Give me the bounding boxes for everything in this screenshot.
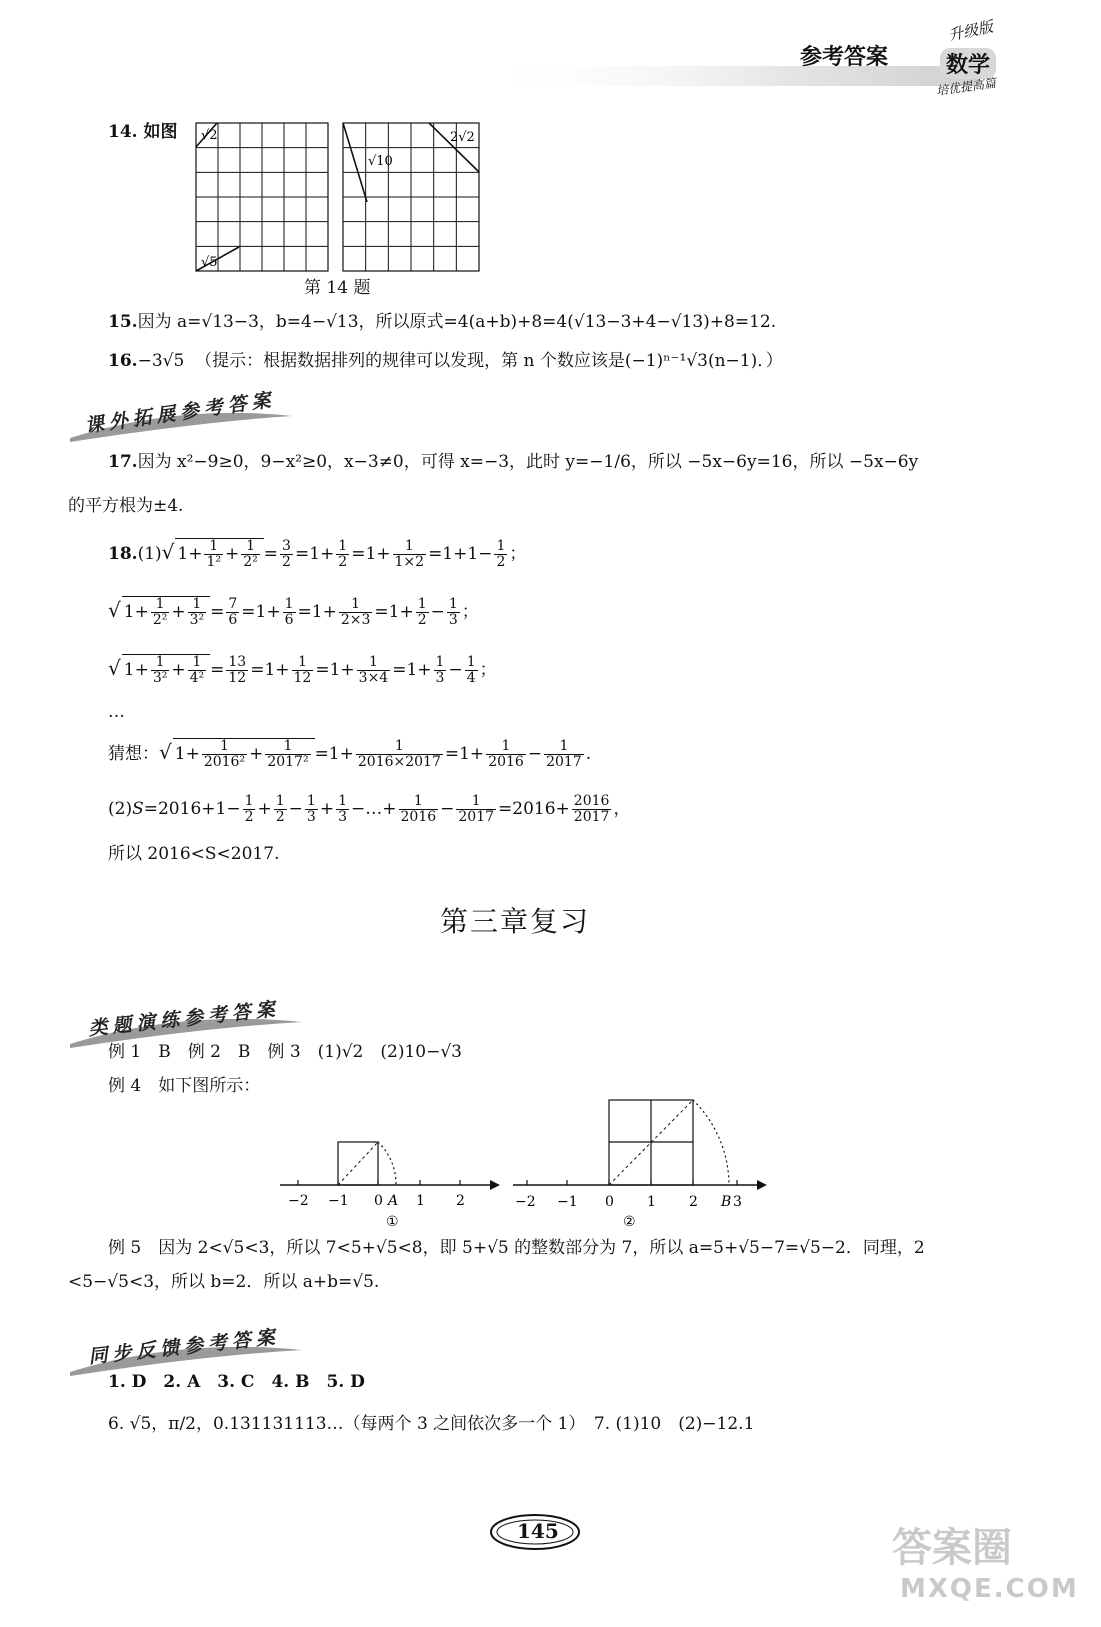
svg-text:0: 0 [374,1193,383,1209]
examples-1-3: 例 1 B 例 2 B 例 3 (1)√2 (2)10−√3 [108,1042,462,1062]
q18-conclusion: 所以 2016<S<2017. [108,844,280,864]
q16-line: 16.−3√5 （提示：根据数据排列的规律可以发现，第 n 个数应该是(−1)ⁿ⁻¹√3(n−1)．） [108,351,783,371]
section-banner-practice: 类题演练参考答案 [60,992,310,1052]
q18-part2: (2)S=2016+1− $\frac{1}{2}$ + $\frac{1}{2}$ − $\frac{1}{3}$ + $\frac{1}{3}$ −…+ $\frac{1}{2016}$ − $\frac{1}{2017}$ =2016+ $\frac{2016}{2017}$ ， [108,793,631,825]
svg-text:②: ② [623,1214,636,1230]
q17-line1: 17.因为 x²−9≥0，9−x²≥0，x−3≠0，可得 x=−3，此时 y=−1/6，所以 −5x−6y=16，所以 −5x−6y [108,452,919,472]
chapter-title: 第三章复习 [440,905,591,938]
q18-row2: √ 1+ $\frac{1}{\text{2²}}$ + $\frac{1}{\text{3²}}$ = $\frac{7}{6}$ =1+ $\frac{1}{6}$ =1+ $\frac{1}{2\times 3}$ =1+ $\frac{1}{2}$ − $\frac{1}{3}$ ； [108,596,479,628]
svg-text:2: 2 [689,1194,698,1210]
svg-text:−1: −1 [328,1193,349,1209]
q17-line2: 的平方根为±4. [68,496,184,516]
q18-ellipsis: … [108,702,125,722]
svg-text:B: B [721,1194,732,1210]
grid-label-2sqrt2: 2√2 [450,130,475,145]
svg-text:2: 2 [456,1193,465,1209]
number-line-figure-1 [270,1130,500,1230]
svg-text:−2: −2 [515,1194,536,1210]
badge-top-text: 升级版 [946,17,995,45]
section-banner-feedback: 同步反馈参考答案 [60,1320,310,1380]
watermark: 答案圈 MXQE.COM [892,1525,1079,1604]
header-title: 参考答案 [800,45,889,70]
q15-line: 15.因为 a=√13−3，b=4−√13，所以原式=4(a+b)+8=4(√13−3+4−√13)+8=12. [108,312,777,332]
badge-bottom-text: 培优提高篇 [935,75,997,99]
q18-row3: √ 1+ $\frac{1}{\text{3²}}$ + $\frac{1}{\text{4²}}$ = $\frac{13}{12}$ =1+ $\frac{1}{12}$ =1+ $\frac{1}{3\times 4}$ =1+ $\frac{1}{3}$ − $\frac{1}{4}$ ； [108,654,497,686]
svg-text:①: ① [386,1214,399,1230]
example-4: 例 4 如下图所示： [108,1076,261,1096]
grid-label-sqrt10: √10 [368,154,393,169]
page-number: 145 [517,1519,559,1543]
feedback-line2: 6. √5，π/2，0.131131113…（每两个 3 之间依次多一个 1） 7. (1)10 (2)−12.1 [108,1414,755,1434]
q14-label: 14. 如图 [108,122,178,142]
badge-main-text: 数学 [940,48,996,79]
svg-text:A: A [388,1193,399,1209]
svg-text:−2: −2 [288,1193,309,1209]
feedback-line1: 1. D 2. A 3. C 4. B 5. D [108,1372,365,1392]
header-badge [918,12,1004,102]
q14-left-grid [195,122,330,274]
grid-label-sqrt2: √2 [201,128,218,143]
svg-text:0: 0 [605,1194,614,1210]
section-banner-extension: 课外拓展参考答案 [60,386,300,446]
svg-text:1: 1 [416,1193,425,1209]
q14-caption: 第 14 题 [304,278,371,298]
grid-label-sqrt5: √5 [201,255,218,270]
svg-text:−1: −1 [557,1194,578,1210]
q18-row1: 18.(1)√ 1+ $\frac{1}{\text{1²}}$ + $\frac{1}{\text{2²}}$ = $\frac{3}{2}$ =1+ $\frac{1}{2}$ =1+ $\frac{1}{1\times 2}$ =1+1− $\frac{1}{2}$ ； [108,538,527,570]
q14-right-grid [342,122,482,274]
svg-text:3: 3 [733,1194,742,1210]
q18-guess: 猜想：√ 1+ $\frac{1}{\text{2016²}}$ + $\frac{1}{\text{2017²}}$ =1+ $\frac{1}{2016\times 2017}$ =1+ $\frac{1}{2016}$ − $\frac{1}{2017}$ . [108,738,592,770]
example-5-line2: <5−√5<3，所以 b=2．所以 a+b=√5. [68,1272,380,1292]
page-number-badge [488,1512,582,1552]
svg-text:1: 1 [647,1194,656,1210]
example-5-line1: 例 5 因为 2<√5<3，所以 7<5+√5<8，即 5+√5 的整数部分为 7，所以 a=5+√5−7=√5−2．同理，2 [108,1238,925,1258]
number-line-figure-2 [505,1090,775,1230]
